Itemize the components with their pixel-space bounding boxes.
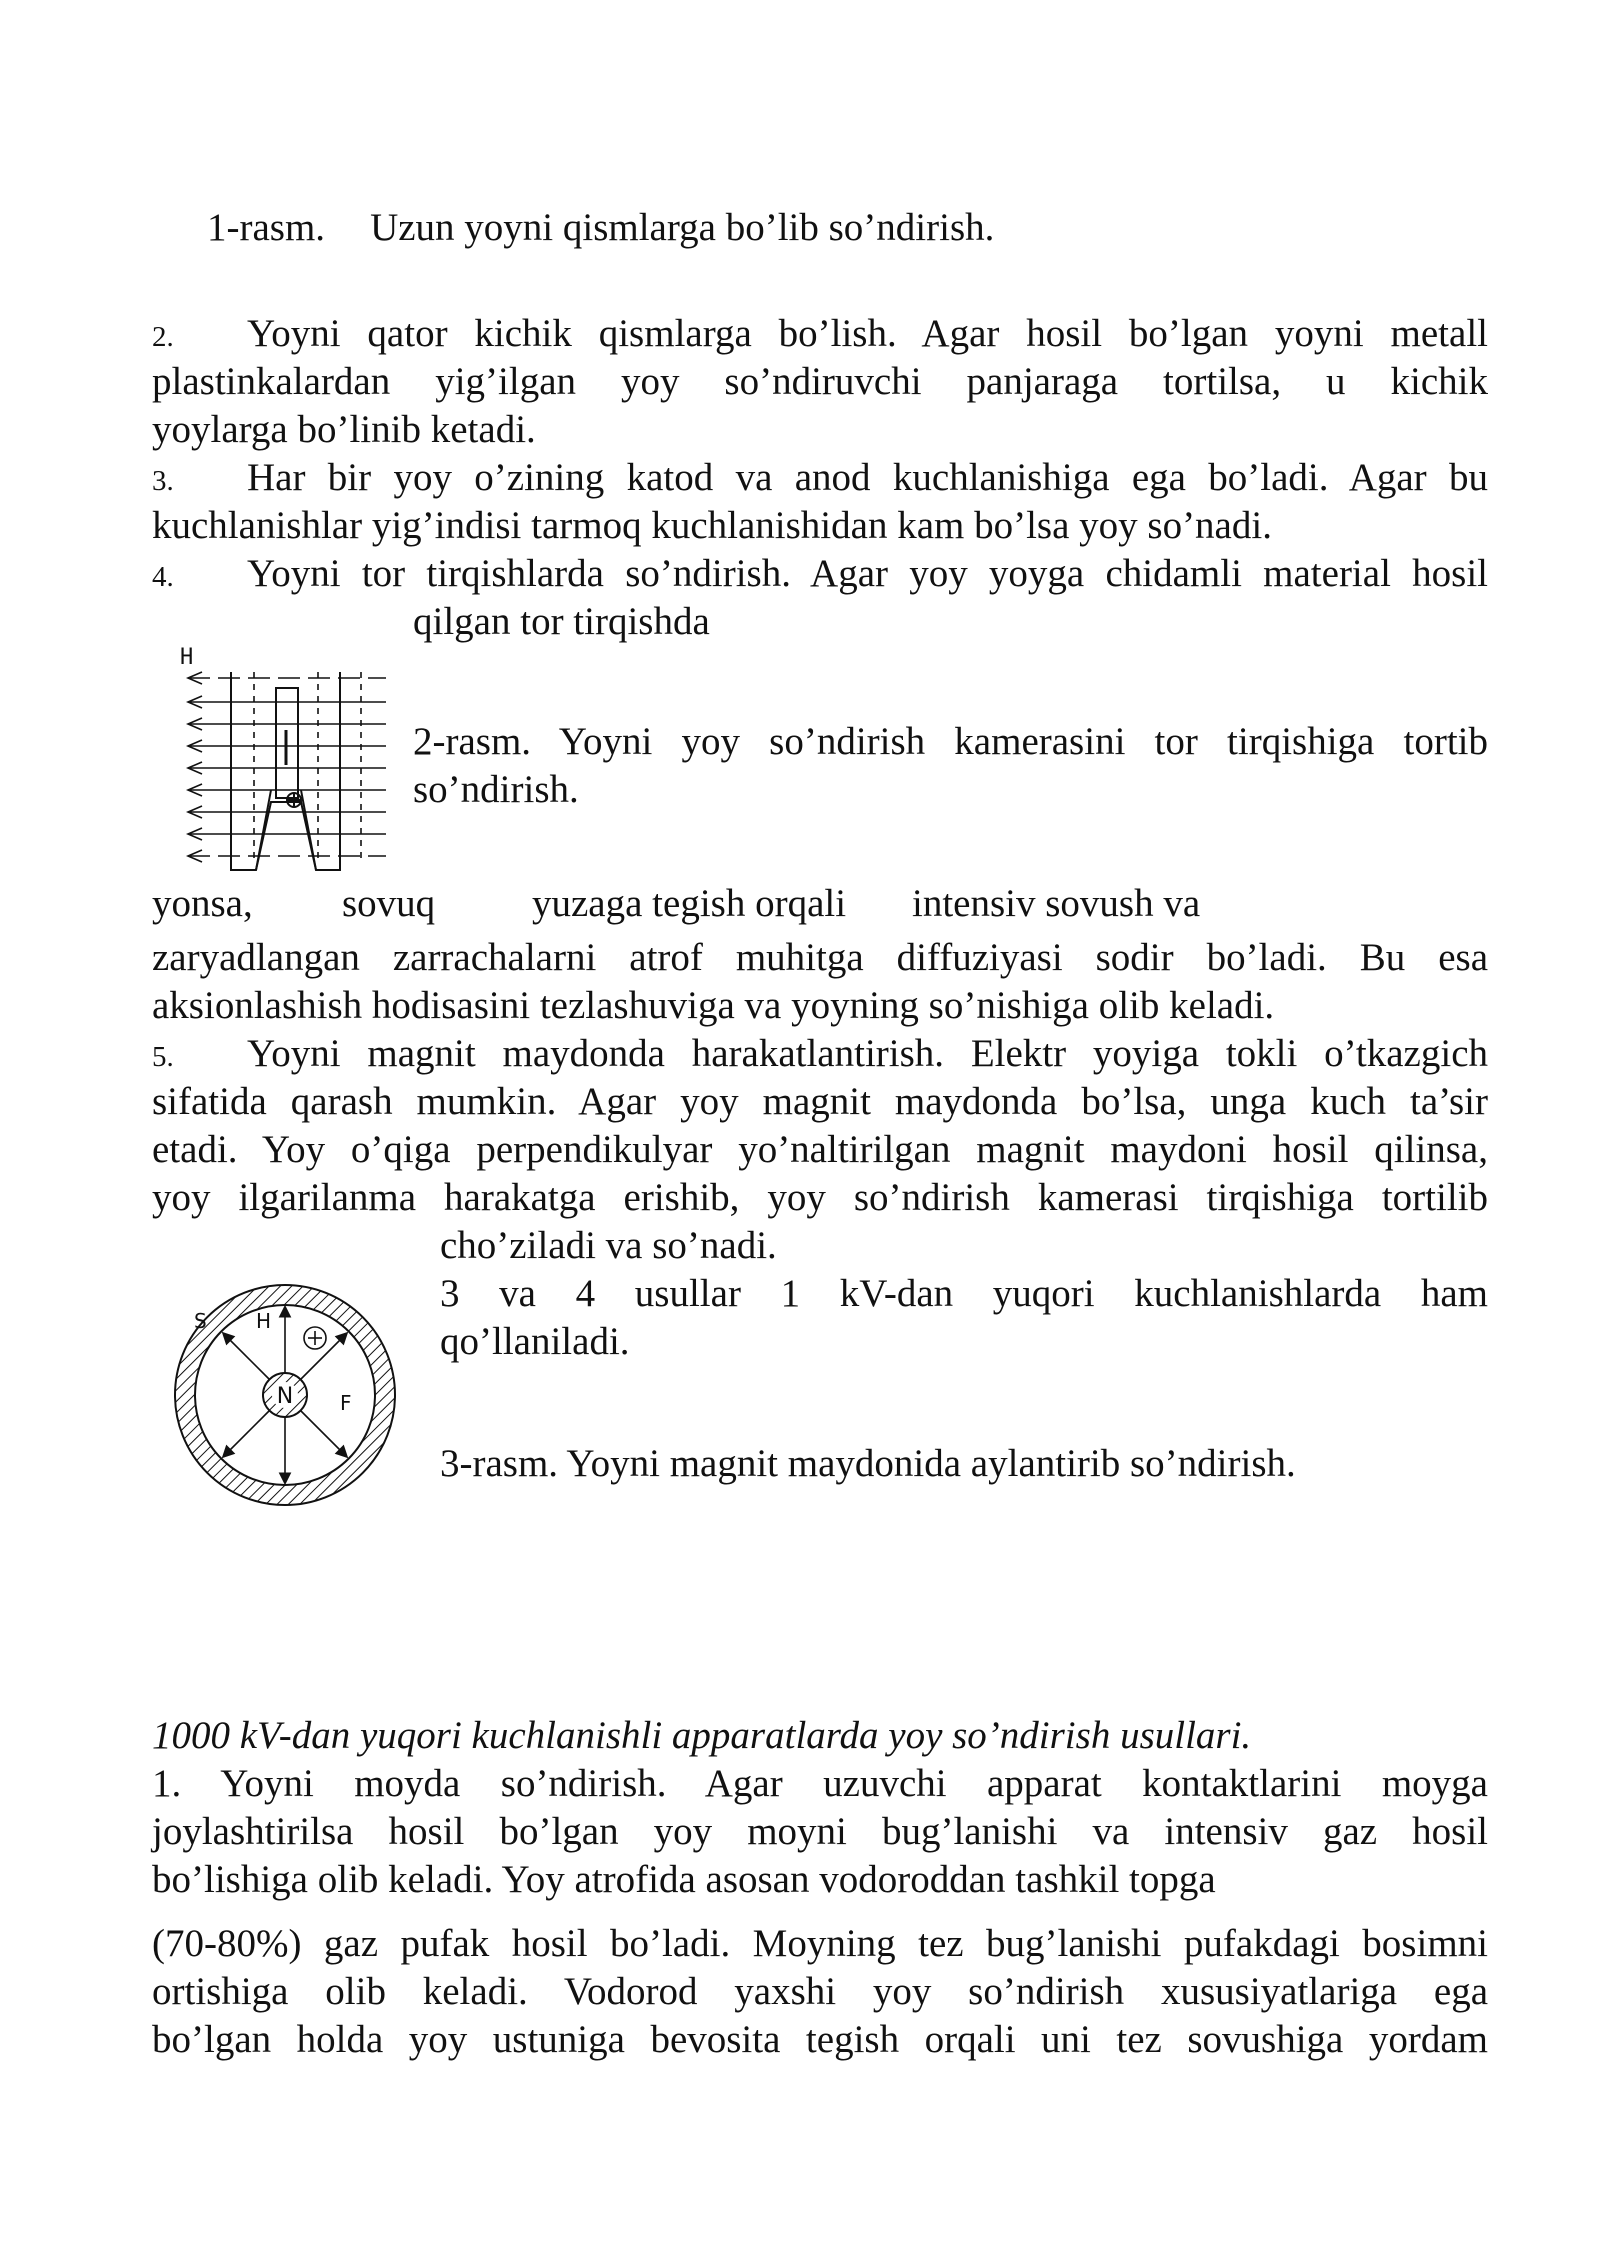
oil-line-6: bo’lgan holda yoy ustuniga bevosita tegish orqali uni tez sovushiga yordam [152,2018,1488,2061]
section-title: 1000 kV-dan yuqori kuchlanishli apparatlarda yoy so’ndirish usullari. [152,1714,1252,1757]
note-34-line-2: qo’llaniladi. [440,1320,630,1363]
oil-line-1: 1. Yoyni moyda so’ndirish. Agar uzuvchi apparat kontaktlarini moyga [152,1762,1488,1805]
note-34-line-1: 3 va 4 usullar 1 kV-dan yuqori kuchlanishlarda ham [440,1272,1488,1315]
item-5-line-3: etadi. Yoy o’qiga perpendikulyar yo’naltirilgan magnit maydoni hosil qilinsa, [152,1128,1488,1171]
figure-1-caption [207,204,1543,252]
item-5-line-2: sifatida qarash mumkin. Agar yoy magnit maydonda bo’lsa, unga kuch ta’sir [152,1080,1488,1123]
magnetic-rotation-drawing [160,1270,410,1520]
oil-line-2: joylashtirilsa hosil bo’lgan yoy moyni bug’lanishi va intensiv gaz hosil [152,1810,1488,1853]
item-4-line-2: qilgan tor tirqishda [413,600,710,643]
item-5-number: 5. [152,1041,174,1073]
item-2-line-3: yoylarga bo’linib ketadi. [152,408,536,451]
figure-3-diagram [160,1270,410,1520]
figure-2-caption-line-1: 2-rasm. Yoyni yoy so’ndirish kamerasini tor tirqishiga tortib [413,720,1488,763]
item-5-line-5: cho’ziladi va so’nadi. [440,1224,777,1267]
item-3-line-1: 3. Har bir yoy o’zining katod va anod kuchlanishiga ega bo’ladi. Agar bu [152,454,1488,505]
item-5-line-1: 5. Yoyni magnit maydonda harakatlantirish. Elektr yoyiga tokli o’tkazgich [152,1030,1488,1081]
para-4-continuation-line-2: zaryadlangan zarrachalarni atrof muhitga diffuziyasi sodir bo’ladi. Bu esa [152,936,1488,979]
figure-2-diagram [176,640,396,874]
figure-1-label: 1-rasm. [207,206,326,249]
item-3-line-2: kuchlanishlar yig’indisi tarmoq kuchlanishidan kam bo’lsa yoy so’nadi. [152,504,1272,547]
field-h-label: H [256,1309,272,1333]
item-5-line-4: yoy ilgarilanma harakatga erishib, yoy so’ndirish kamerasi tirqishiga tortilib [152,1176,1488,1219]
item-4-line-1: 4. Yoyni tor tirqishlarda so’ndirish. Agar yoy yoyga chidamli material hosil [152,550,1488,601]
figure-3-caption: 3-rasm. Yoyni magnit maydonida aylantirib so’ndirish. [440,1442,1296,1485]
oil-line-4: (70-80%) gaz pufak hosil bo’ladi. Moyning tez bug’lanishi pufakdagi bosimni [152,1922,1488,1965]
figure-2-caption-line-2: so’ndirish. [413,768,579,811]
oil-line-3: bo’lishiga olib keladi. Yoy atrofida asosan vodoroddan tashkil topga [152,1858,1216,1901]
force-f-label: F [340,1391,352,1415]
item-2-number: 2. [152,321,174,353]
item-2-line-1: 2. Yoyni qator kichik qismlarga bo’lish. Agar hosil bo’lgan yoyni metall [152,310,1488,361]
figure-1-text: Uzun yoyni qismlarga bo’lib so’ndirish. [370,206,995,249]
para-4-continuation-line-3: aksionlashish hodisasini tezlashuviga va yoyning so’nishiga olib keladi. [152,984,1275,1027]
pole-s-label: S [194,1309,207,1333]
oil-line-5: ortishiga olib keladi. Vodorod yaxshi yoy so’ndirish xususiyatlariga ega [152,1970,1488,2013]
item-4-number: 4. [152,561,174,593]
field-h-label: H [180,645,194,670]
field-lines [188,678,386,856]
pole-n-label: N [276,1384,294,1409]
item-2-line-2: plastinkalardan yig’ilgan yoy so’ndiruvchi panjaraga tortilsa, u kichik [152,360,1488,403]
item-3-number: 3. [152,465,174,497]
slot-chamber-drawing [176,640,396,874]
